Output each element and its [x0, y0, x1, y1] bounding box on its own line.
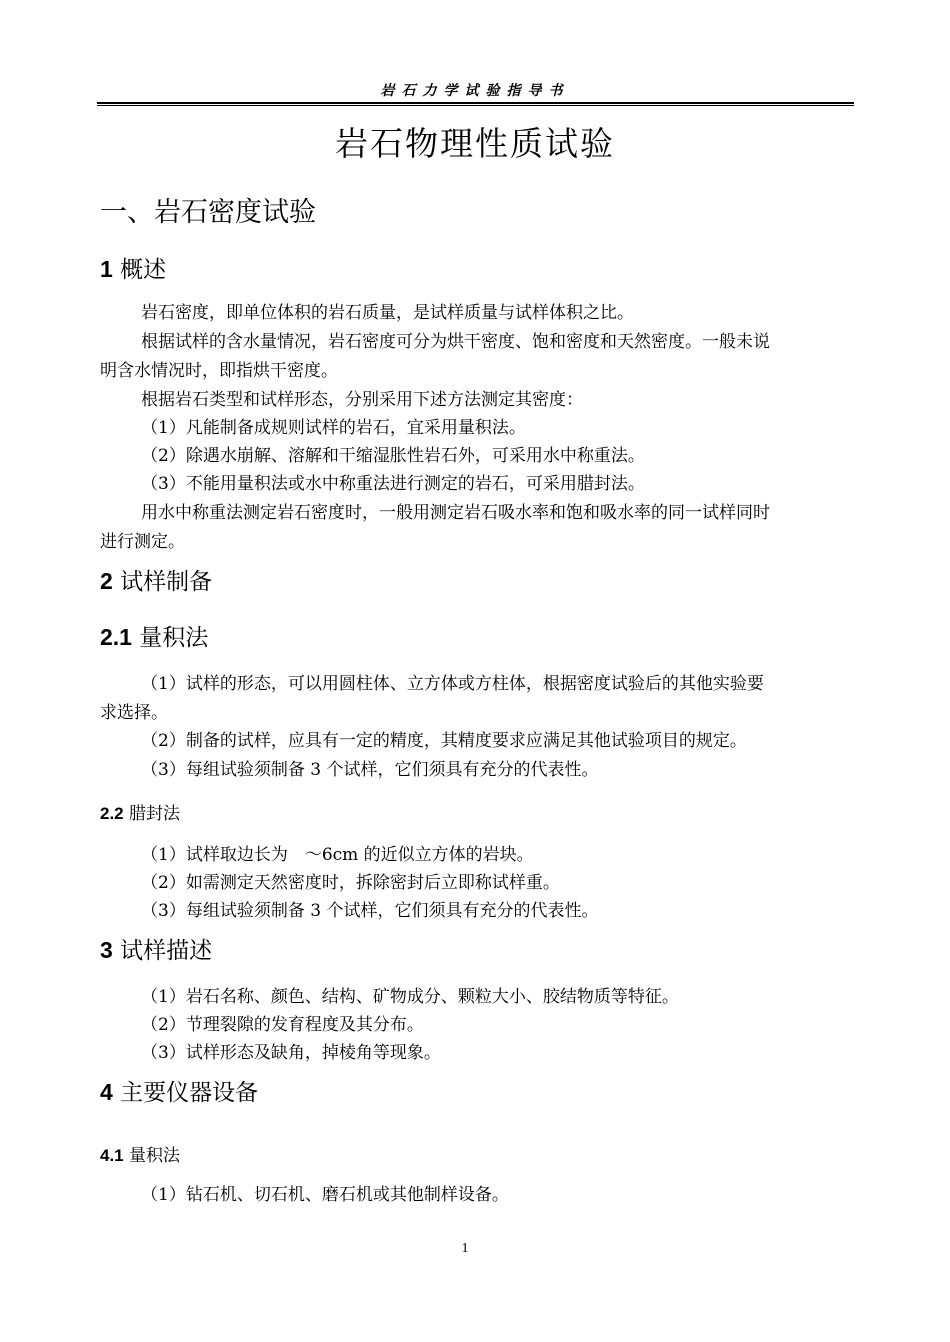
- heading-number: 4.1: [100, 1146, 124, 1165]
- list-item: 求选择。: [100, 703, 168, 723]
- heading-number: 3: [100, 937, 113, 963]
- paragraph: 根据试样的含水量情况，岩石密度可分为烘干密度、饱和密度和天然密度。一般未说: [141, 332, 770, 352]
- paragraph: 岩石密度，即单位体积的岩石质量，是试样质量与试样体积之比。: [141, 303, 634, 323]
- list-item: （2）节理裂隙的发育程度及其分布。: [141, 1015, 424, 1035]
- header-rule: [97, 102, 854, 104]
- list-item: （2）制备的试样，应具有一定的精度，其精度要求应满足其他试验项目的规定。: [141, 731, 747, 751]
- paragraph: 根据岩石类型和试样形态，分别采用下述方法测定其密度：: [141, 390, 583, 410]
- subsection-heading-equipment: [100, 1074, 258, 1107]
- paragraph: 进行测定。: [100, 532, 185, 552]
- list-item: （1）钻石机、切石机、磨石机或其他制样设备。: [141, 1185, 509, 1205]
- heading-label: 腊封法: [129, 804, 181, 824]
- heading-number: 2.1: [100, 624, 132, 650]
- subsection-heading-overview: [100, 251, 166, 284]
- heading-label: 量积法: [129, 1146, 181, 1166]
- list-item: （1）试样取边长为 ～6cm 的近似立方体的岩块。: [141, 845, 534, 865]
- subsection-heading-volume-method: [100, 619, 208, 652]
- list-item: （1）试样的形态，可以用圆柱体、立方体或方柱体，根据密度试验后的其他实验要: [141, 674, 764, 694]
- heading-label: 试样描述: [120, 938, 213, 964]
- paragraph: 用水中称重法测定岩石密度时，一般用测定岩石吸水率和饱和吸水率的同一试样同时: [141, 503, 770, 523]
- list-item: （3）每组试验须制备 3 个试样，它们须具有充分的代表性。: [141, 901, 599, 921]
- heading-label: 量积法: [139, 625, 209, 651]
- heading-label: 概述: [120, 257, 167, 283]
- subsection-heading-equipment-volume: [100, 1141, 180, 1166]
- list-item: （2）除遇水崩解、溶解和干缩湿胀性岩石外，可采用水中称重法。: [141, 446, 645, 466]
- section-heading: 一、岩石密度试验: [100, 197, 316, 228]
- list-item: （3）试样形态及缺角，掉棱角等现象。: [141, 1043, 441, 1063]
- list-item: （3）每组试验须制备 3 个试样，它们须具有充分的代表性。: [141, 760, 599, 780]
- heading-number: 4: [100, 1079, 113, 1105]
- list-item: （1）岩石名称、颜色、结构、矿物成分、颗粒大小、胶结物质等特征。: [141, 987, 679, 1007]
- list-item: （3）不能用量积法或水中称重法进行测定的岩石，可采用腊封法。: [141, 474, 645, 494]
- heading-label: 试样制备: [120, 569, 213, 595]
- heading-number: 2.2: [100, 804, 124, 823]
- subsection-heading-preparation: [100, 563, 212, 596]
- heading-label: 主要仪器设备: [120, 1080, 259, 1106]
- paragraph: 明含水情况时，即指烘干密度。: [100, 361, 338, 381]
- heading-number: 2: [100, 568, 113, 594]
- header-rule-thin: [97, 105, 854, 106]
- subsection-heading-wax-method: [100, 799, 180, 824]
- document-title: 岩石物理性质试验: [335, 124, 615, 163]
- page-number: 1: [461, 1241, 469, 1256]
- list-item: （1）凡能制备成规则试样的岩石，宜采用量积法。: [141, 418, 526, 438]
- subsection-heading-description: [100, 932, 212, 965]
- list-item: （2）如需测定天然密度时，拆除密封后立即称试样重。: [141, 873, 560, 893]
- heading-number: 1: [100, 256, 113, 282]
- running-header: 岩石力学试验指导书: [380, 83, 570, 99]
